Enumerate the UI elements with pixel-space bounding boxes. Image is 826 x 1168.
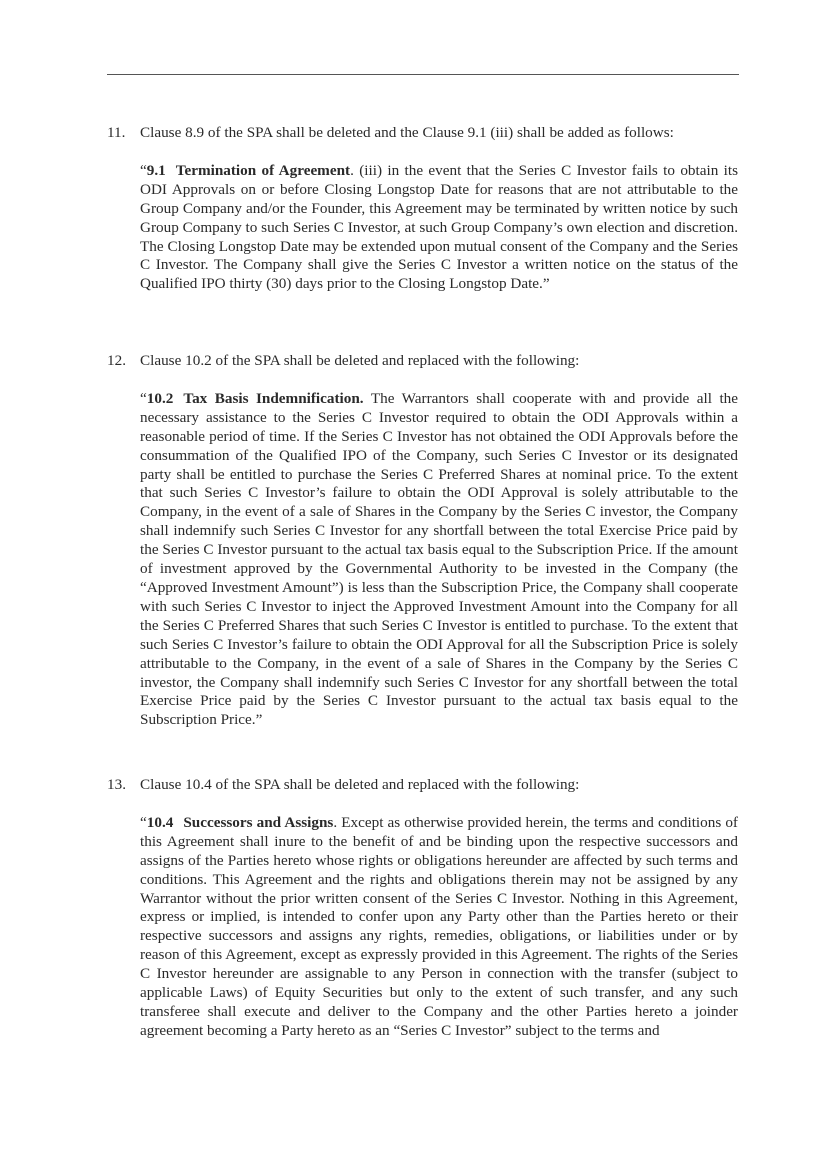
provision-title: Tax Basis Indemnification.: [183, 389, 364, 407]
provision-body: . Except as otherwise provided herein, the terms and conditions of this Agreement shall inure to the benefit of and be binding upon the respective successors and assigns of the Parties hereto whose rights or obligations hereunder are affected by such terms and conditions. This Agreement and the rights and obligations therein may not be assigned by any Warrantor without the prior written consent of the Series C Investor. Nothing in this Agreement, express or implied, is intended to confer upon any Party other than the Parties hereto or their respective successors and assigns any rights, remedies, obligations, or liabilities under or by reason of this Agreement, except as expressly provided in this Agreement. The rights of the Series C Investor hereunder are assignable to any Person in connection with the transfer (subject to applicable Laws) of Equity Securities but only to the extent of such transfer, and any such transferee shall execute and deliver to the Company and the other Parties hereto a joinder agreement becoming a Party hereto as an “Series C Investor” subject to the terms and: [140, 813, 738, 1039]
clause-intro: Clause 8.9 of the SPA shall be deleted and the Clause 9.1 (iii) shall be added as follows:: [140, 124, 674, 141]
open-quote: “: [140, 813, 147, 831]
provision-number: 10.4: [146, 813, 174, 831]
clause-heading: [107, 352, 739, 371]
clause-13: [107, 776, 739, 1041]
provision-title: Termination of Agreement: [175, 161, 351, 179]
provision-body: . (iii) in the event that the Series C Investor fails to obtain its ODI Approvals on or before Closing Longstop Date for reasons that are not attributable to the Group Company and/or the Founder, this Agreement may be terminated by written notice by such Group Company to such Series C Investor, at such Group Company’s own election and discretion. The Closing Longstop Date may be extended upon mutual consent of the Company and the Series C Investor. The Company shall give the Series C Investor a written notice on the status of the Qualified IPO thirty (30) days prior to the Closing Longstop Date.”: [140, 161, 738, 293]
open-quote: “: [140, 389, 147, 407]
open-quote: “: [140, 161, 147, 179]
clause-11: [107, 124, 739, 294]
quoted-provision: [140, 162, 738, 294]
clause-12: [107, 352, 739, 730]
clause-heading: [107, 776, 739, 795]
clause-intro: Clause 10.4 of the SPA shall be deleted and replaced with the following:: [140, 776, 580, 793]
header-rule: [107, 74, 739, 75]
provision-number: 9.1: [146, 161, 166, 179]
clause-number: 12.: [107, 352, 126, 369]
provision-body: The Warrantors shall cooperate with and provide all the necessary assistance to the Series C Investor required to obtain the ODI Approvals within a reasonable period of time. If the Series C Investor has not obtained the ODI Approvals before the consummation of the Qualified IPO of the Company, such Series C Investor or its designated party shall be entitled to purchase the Series C Preferred Shares at nominal price. To the extent that such Series C Investor’s failure to obtain the ODI Approval is solely attributable to the Company, in the event of a sale of Shares in the Company by the Series C investor, the Company shall indemnify such Series C Investor for any shortfall between the total Exercise Price paid by the Series C Investor pursuant to the actual tax basis equal to the Subscription Price. If the amount of investment approved by the Governmental Authority to be invested in the Company (the “Approved Investment Amount”) is less than the Subscription Price, the Company shall cooperate with such Series C Investor to inject the Approved Investment Amount into the Company for all the Series C Preferred Shares that such Series C Investor is entitled to purchase. To the extent that such Series C Investor’s failure to obtain the ODI Approval for all the Subscription Price is solely attributable to the Company, in the event of a sale of Shares in the Company by the Series C investor, the Company shall indemnify such Series C Investor for any shortfall between the total Exercise Price paid by the Series C Investor pursuant to the actual tax basis equal to the Subscription Price.”: [140, 389, 738, 729]
quoted-provision: [140, 814, 738, 1041]
provision-number: 10.2: [146, 389, 174, 407]
clause-intro: Clause 10.2 of the SPA shall be deleted and replaced with the following:: [140, 352, 580, 369]
quoted-provision: [140, 390, 738, 730]
clause-heading: [107, 124, 739, 143]
provision-title: Successors and Assigns: [183, 813, 334, 831]
clause-number: 13.: [107, 776, 126, 793]
clause-number: 11.: [107, 124, 126, 141]
